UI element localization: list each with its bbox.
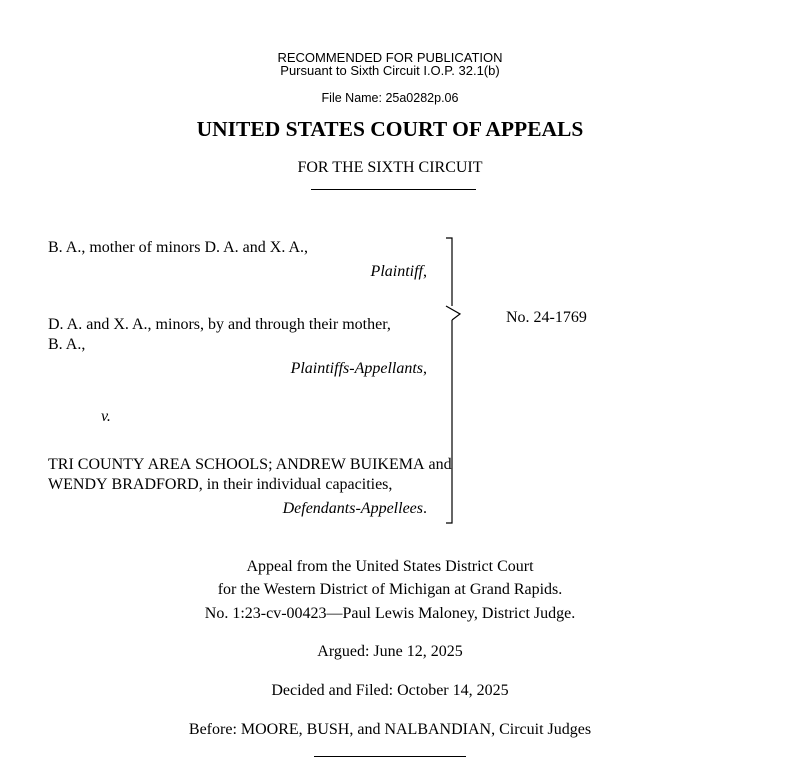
- party-appellees-line1: TRI COUNTY AREA SCHOOLS; ANDREW BUIKEMA and: [48, 456, 452, 473]
- role-appellants: Plaintiffs-Appellants,: [290, 360, 427, 377]
- circuit-name: FOR THE SIXTH CIRCUIT: [297, 159, 483, 176]
- party-appellants-line2: B. A.,: [48, 336, 86, 353]
- appeal-line-1: Appeal from the United States District Court: [246, 558, 534, 575]
- file-name: File Name: 25a0282p.06: [321, 91, 459, 105]
- header-rule: [311, 189, 476, 190]
- role-appellees: Defendants-Appellees.: [282, 500, 427, 517]
- party-appellees-line2: WENDY BRADFORD, in their individual capacities,: [48, 476, 393, 493]
- caption-bracket: [440, 236, 470, 528]
- pursuant-rule: Pursuant to Sixth Circuit I.O.P. 32.1(b): [280, 63, 500, 78]
- recommended-for-publication: RECOMMENDED FOR PUBLICATION: [277, 50, 503, 65]
- party-plaintiff: B. A., mother of minors D. A. and X. A.,: [48, 239, 308, 256]
- court-title: UNITED STATES COURT OF APPEALS: [196, 117, 584, 141]
- appeal-line-3: No. 1:23-cv-00423—Paul Lewis Maloney, District Judge.: [204, 605, 576, 622]
- decided-date: Decided and Filed: October 14, 2025: [271, 682, 509, 699]
- argued-date: Argued: June 12, 2025: [317, 643, 463, 660]
- footer-rule: [314, 756, 466, 757]
- party-appellants-line1: D. A. and X. A., minors, by and through their mother,: [48, 316, 391, 333]
- versus: v.: [101, 408, 111, 425]
- case-number: No. 24-1769: [506, 309, 587, 326]
- appeal-line-2: for the Western District of Michigan at Grand Rapids.: [217, 581, 563, 598]
- panel-judges: Before: MOORE, BUSH, and NALBANDIAN, Circuit Judges: [188, 721, 592, 738]
- role-plaintiff: Plaintiff,: [370, 263, 427, 280]
